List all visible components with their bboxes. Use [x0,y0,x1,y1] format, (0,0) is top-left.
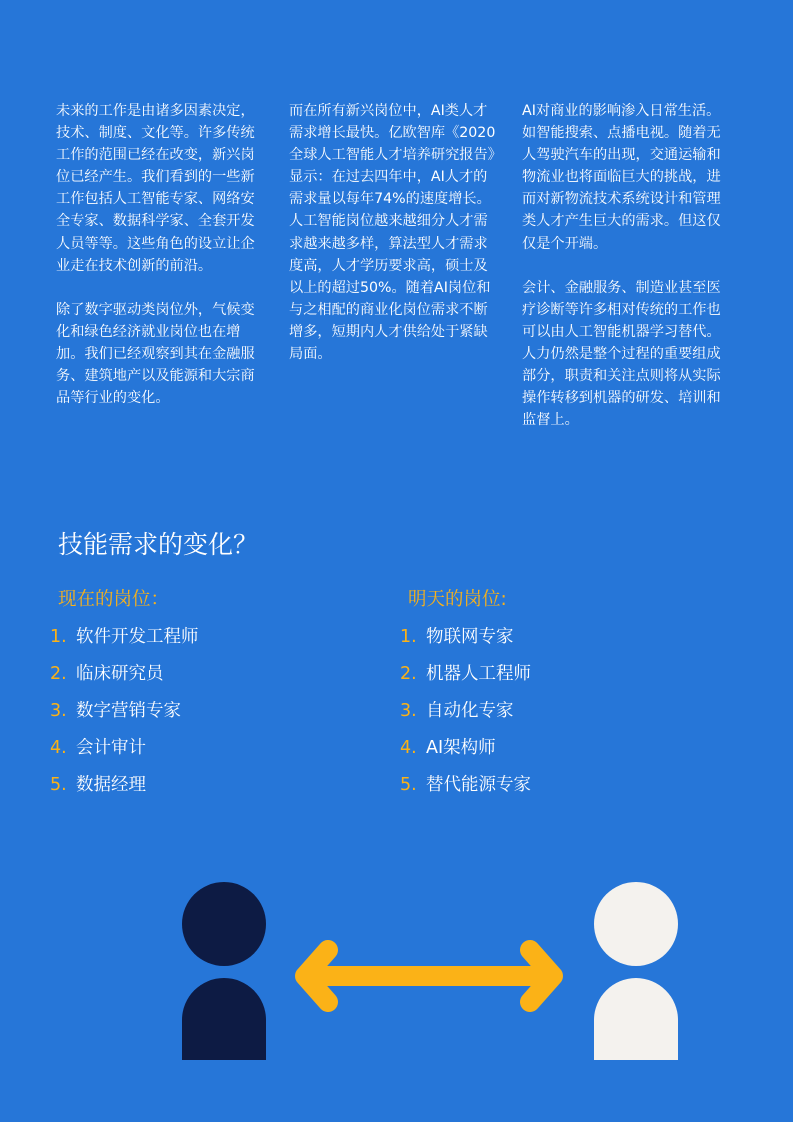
list-item [400,624,720,661]
current-jobs-list [50,586,370,809]
paragraph: 会计、金融服务、制造业甚至医疗诊断等许多相对传统的工作也可以由人工智能机器学习替代。人力仍然是整个过程的重要组成部分，职责和关注点则将从实际操作转移到机器的研发、培训和监督上。 [522,279,721,429]
item-label: 数据经理 [76,775,146,795]
text-column-2 [289,100,501,387]
item-number: 2. [50,664,67,684]
list-item [50,735,370,772]
list-item [400,772,720,809]
paragraph: 而在所有新兴岗位中，AI类人才需求增长最快。亿欧智库《2020全球人工智能人才培养研究报告》显示：在过去四年中，AI人才的需求量以每年74%的速度增长。人工智能岗位越来越细分人才需求越来越多样，算法型人才需求度高，人才学历要求高，硕士及以上的超过50%。随着AI岗位和与之相配的商业化岗位需求不断增多，短期内人才供给处于紧缺局面。 [289,103,496,363]
item-label: 机器人工程师 [426,664,531,684]
list-item [50,772,370,809]
item-label: 会计审计 [76,738,146,758]
item-number: 1. [400,627,417,647]
item-number: 3. [400,701,417,721]
future-jobs-list [400,586,720,809]
list-item [400,661,720,698]
future-jobs-heading: 明天的岗位: [408,589,507,610]
paragraph: AI对商业的影响渗入日常生活。如智能搜索、点播电视。随着无人驾驶汽车的出现，交通运输和物流业也将面临巨大的挑战，进而对新物流技术系统设计和管理类人才产生巨大的需求。但这仅仅是个开端。 [522,103,721,252]
item-label: 物联网专家 [426,627,514,647]
list-item [50,661,370,698]
item-number: 2. [400,664,417,684]
item-label: AI架构师 [426,738,496,758]
list-item [50,624,370,661]
person-dark-icon [182,882,266,1060]
item-number: 4. [400,738,417,758]
current-jobs-heading: 现在的岗位： [58,589,170,610]
section-title: 技能需求的变化？ [58,530,259,559]
paragraph: 除了数字驱动类岗位外，气候变化和绿色经济就业岗位也在增加。我们已经观察到其在金融服务、建筑地产以及能源和大宗商品等行业的变化。 [56,301,255,407]
item-number: 5. [400,775,417,795]
item-number: 3. [50,701,67,721]
list-item [50,698,370,735]
item-label: 自动化专家 [426,701,514,721]
paragraph: 未来的工作是由诸多因素决定，技术、制度、文化等。许多传统工作的范围已经在改变，新兴岗位已经产生。我们看到的一些新工作包括人工智能专家、网络安全专家、数据科学家、全套开发人员等等。这些角色的设立让企业走在技术创新的前沿。 [56,103,255,274]
item-label: 替代能源专家 [426,775,531,795]
item-label: 数字营销专家 [76,701,181,721]
item-number: 1. [50,627,67,647]
job-transition-illustration [0,870,793,1070]
item-number: 4. [50,738,67,758]
item-number: 5. [50,775,67,795]
person-light-icon [594,882,678,1060]
item-label: 临床研究员 [76,664,164,684]
item-label: 软件开发工程师 [76,627,199,647]
text-column-3 [522,100,734,453]
double-arrow-icon [305,950,553,1002]
list-item [400,698,720,735]
text-column-1 [56,100,268,431]
list-item [400,735,720,772]
